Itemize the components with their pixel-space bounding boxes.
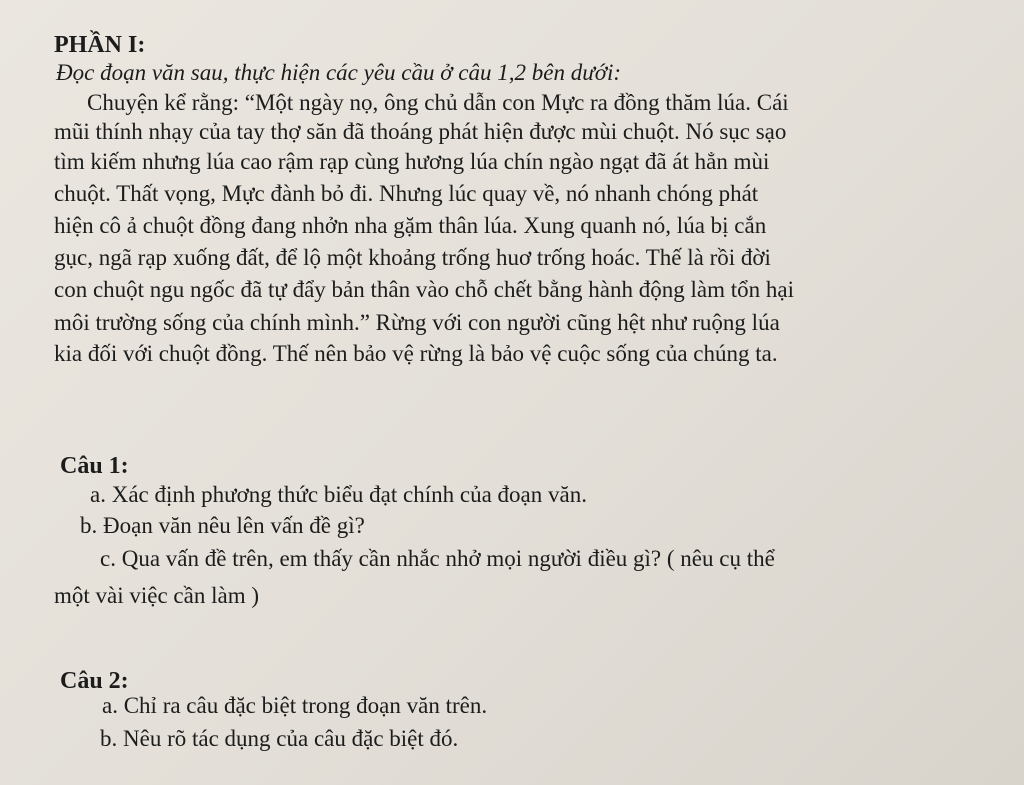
question1-item-c: c. Qua vấn đề trên, em thấy cần nhắc nhở mọi người điều gì? ( nêu cụ thể xyxy=(100,546,775,571)
question2-item-a: a. Chỉ ra câu đặc biệt trong đoạn văn trên. xyxy=(102,693,488,718)
question2-heading: Câu 2: xyxy=(60,668,129,694)
question1-item-c-continued: một vài việc cần làm ) xyxy=(54,583,260,608)
question1-item-a: a. Xác định phương thức biểu đạt chính của đoạn văn. xyxy=(90,482,587,507)
passage-line: môi trường sống của chính mình.” Rừng với con người cũng hệt như ruộng lúa xyxy=(54,310,780,335)
passage-line: chuột. Thất vọng, Mực đành bỏ đi. Nhưng lúc quay về, nó nhanh chóng phát xyxy=(54,181,759,206)
question2-item-b: b. Nêu rõ tác dụng của câu đặc biệt đó. xyxy=(100,726,459,751)
passage-line: hiện cô ả chuột đồng đang nhởn nha gặm thân lúa. Xung quanh nó, lúa bị cắn xyxy=(54,213,767,238)
instruction-text: Đọc đoạn văn sau, thực hiện các yêu cầu ở câu 1,2 bên dưới: xyxy=(56,60,622,85)
passage-line: gục, ngã rạp xuống đất, để lộ một khoảng trống huơ trống hoác. Thế là rồi đời xyxy=(54,245,771,270)
passage-line: kia đối với chuột đồng. Thế nên bảo vệ rừng là bảo vệ cuộc sống của chúng ta. xyxy=(54,341,778,366)
passage-line: con chuột ngu ngốc đã tự đẩy bản thân vào chỗ chết bằng hành động làm tổn hại xyxy=(54,277,794,302)
part-heading: PHẦN I: xyxy=(54,32,146,58)
question1-heading: Câu 1: xyxy=(60,453,129,479)
passage-line: tìm kiếm nhưng lúa cao rậm rạp cùng hương lúa chín ngào ngạt đã át hẳn mùi xyxy=(54,149,770,174)
passage-line: mũi thính nhạy của tay thợ săn đã thoáng phát hiện được mùi chuột. Nó sục sạo xyxy=(54,119,787,144)
passage-line: Chuyện kể rằng: “Một ngày nọ, ông chủ dẫn con Mực ra đồng thăm lúa. Cái xyxy=(87,90,789,115)
question1-item-b: b. Đoạn văn nêu lên vấn đề gì? xyxy=(80,513,365,538)
